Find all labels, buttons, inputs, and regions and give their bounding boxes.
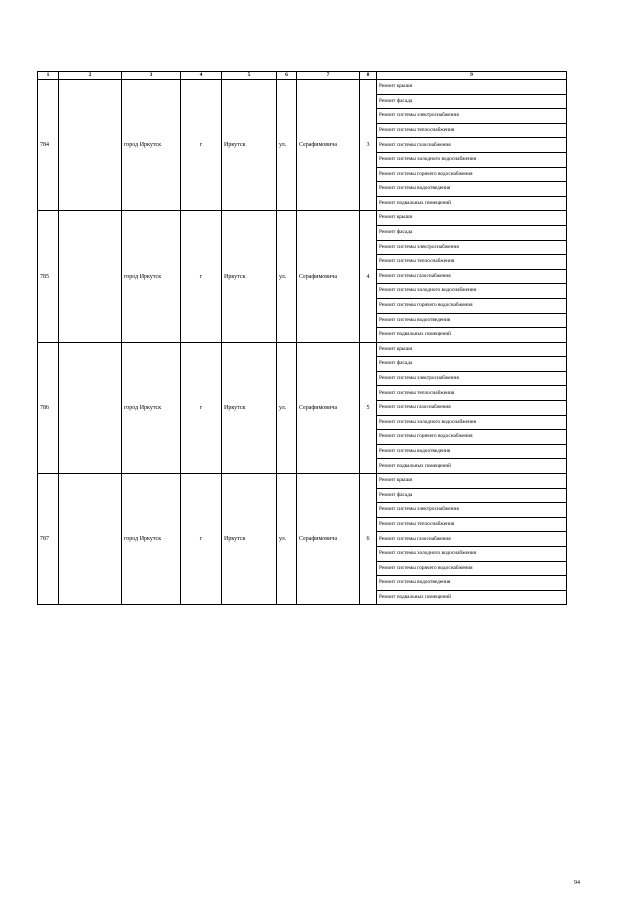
table-row <box>38 342 567 357</box>
street-type: ул. <box>277 474 297 605</box>
repair-work-item: Ремонт фасада <box>377 488 567 503</box>
settlement-name: город Иркутск <box>122 80 181 211</box>
repair-work-item: Ремонт системы электроснабжения <box>377 503 567 518</box>
settlement-name: город Иркутск <box>122 474 181 605</box>
repair-work-item: Ремонт крыши <box>377 80 567 95</box>
street-name: Серафимовича <box>297 474 360 605</box>
repair-work-item: Ремонт системы газоснабжения <box>377 138 567 153</box>
house-number: 4 <box>360 211 377 342</box>
repair-work-item: Ремонт системы водоотведения <box>377 576 567 591</box>
column-header-6: 6 <box>277 72 297 80</box>
column-header-4: 4 <box>181 72 222 80</box>
column-2-cell <box>59 211 122 342</box>
column-2-cell <box>59 80 122 211</box>
repair-work-item: Ремонт системы водоотведения <box>377 444 567 459</box>
column-2-cell <box>59 342 122 473</box>
locality-name: Иркутск <box>222 474 277 605</box>
house-number: 3 <box>360 80 377 211</box>
repair-work-item: Ремонт системы теплоснабжения <box>377 517 567 532</box>
table-row <box>38 80 567 95</box>
repair-work-item: Ремонт системы электроснабжения <box>377 371 567 386</box>
column-header-8: 8 <box>360 72 377 80</box>
repair-work-item: Ремонт фасада <box>377 225 567 240</box>
page-number: 94 <box>574 880 580 886</box>
repair-work-item: Ремонт системы газоснабжения <box>377 532 567 547</box>
street-name: Серафимовича <box>297 80 360 211</box>
repair-work-item: Ремонт системы водоотведения <box>377 313 567 328</box>
repair-work-item: Ремонт системы холодного водоснабжения <box>377 152 567 167</box>
locality-name: Иркутск <box>222 80 277 211</box>
street-type: ул. <box>277 211 297 342</box>
house-number: 5 <box>360 342 377 473</box>
repair-work-item: Ремонт системы газоснабжения <box>377 269 567 284</box>
repair-work-item: Ремонт системы водоотведения <box>377 182 567 197</box>
header-row <box>38 72 567 80</box>
record-number: 784 <box>38 80 59 211</box>
repair-work-item: Ремонт фасада <box>377 94 567 109</box>
column-header-7: 7 <box>297 72 360 80</box>
settlement-name: город Иркутск <box>122 211 181 342</box>
record-number: 787 <box>38 474 59 605</box>
repair-work-item: Ремонт подвальных помещений <box>377 590 567 605</box>
column-2-cell <box>59 474 122 605</box>
column-header-1: 1 <box>38 72 59 80</box>
street-type: ул. <box>277 342 297 473</box>
repair-work-item: Ремонт системы электроснабжения <box>377 240 567 255</box>
repair-work-item: Ремонт системы горячего водоснабжения <box>377 430 567 445</box>
repair-work-item: Ремонт системы холодного водоснабжения <box>377 284 567 299</box>
locality-type: г <box>181 474 222 605</box>
repair-work-item: Ремонт системы горячего водоснабжения <box>377 298 567 313</box>
repair-program-table <box>37 71 567 605</box>
column-header-3: 3 <box>122 72 181 80</box>
record-number: 785 <box>38 211 59 342</box>
repair-work-item: Ремонт крыши <box>377 211 567 226</box>
repair-work-item: Ремонт системы холодного водоснабжения <box>377 415 567 430</box>
repair-work-item: Ремонт системы горячего водоснабжения <box>377 167 567 182</box>
repair-work-item: Ремонт системы теплоснабжения <box>377 255 567 270</box>
repair-work-item: Ремонт системы электроснабжения <box>377 109 567 124</box>
street-name: Серафимовича <box>297 342 360 473</box>
column-header-5: 5 <box>222 72 277 80</box>
locality-type: г <box>181 80 222 211</box>
repair-work-item: Ремонт фасада <box>377 357 567 372</box>
repair-work-item: Ремонт подвальных помещений <box>377 328 567 343</box>
locality-name: Иркутск <box>222 342 277 473</box>
locality-type: г <box>181 342 222 473</box>
repair-work-item: Ремонт подвальных помещений <box>377 196 567 211</box>
table-body <box>38 80 567 605</box>
repair-work-item: Ремонт системы горячего водоснабжения <box>377 561 567 576</box>
street-type: ул. <box>277 80 297 211</box>
repair-work-item: Ремонт системы теплоснабжения <box>377 386 567 401</box>
repair-work-item: Ремонт крыши <box>377 474 567 489</box>
table-row <box>38 211 567 226</box>
repair-work-item: Ремонт крыши <box>377 342 567 357</box>
column-header-2: 2 <box>59 72 122 80</box>
repair-work-item: Ремонт системы холодного водоснабжения <box>377 547 567 562</box>
settlement-name: город Иркутск <box>122 342 181 473</box>
street-name: Серафимовича <box>297 211 360 342</box>
house-number: 6 <box>360 474 377 605</box>
record-number: 786 <box>38 342 59 473</box>
locality-type: г <box>181 211 222 342</box>
repair-work-item: Ремонт системы газоснабжения <box>377 401 567 416</box>
locality-name: Иркутск <box>222 211 277 342</box>
repair-work-item: Ремонт подвальных помещений <box>377 459 567 474</box>
column-header-9: 9 <box>377 72 567 80</box>
repair-work-item: Ремонт системы теплоснабжения <box>377 123 567 138</box>
table-row <box>38 474 567 489</box>
